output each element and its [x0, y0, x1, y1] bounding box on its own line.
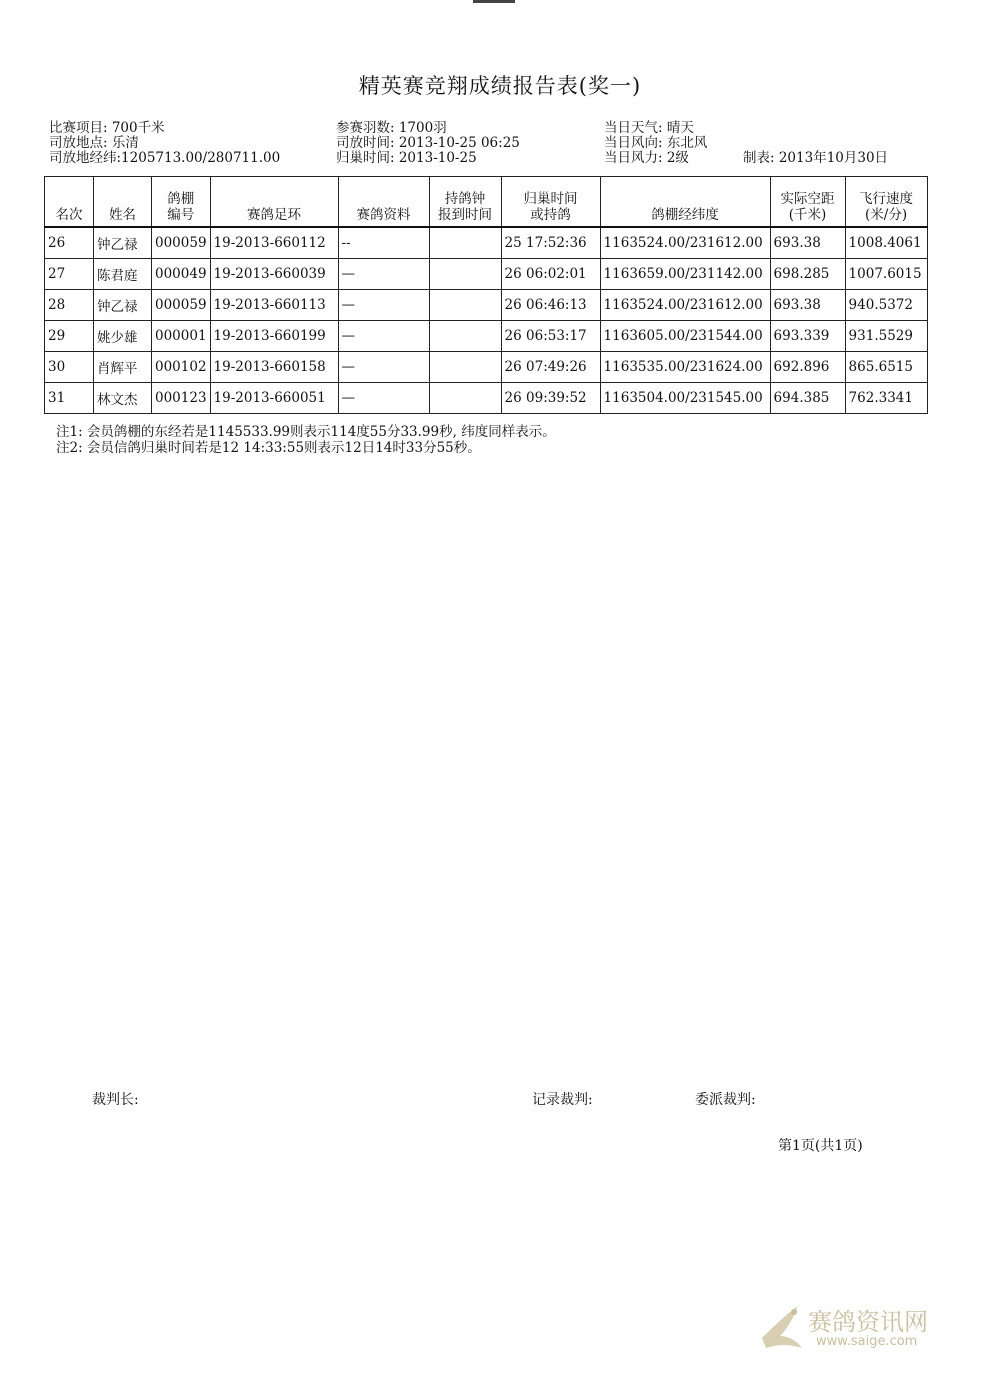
page-number: 第1页(共1页): [778, 1138, 863, 1154]
table-cell: 000102: [152, 352, 211, 383]
watermark-name: 赛鸽资讯网: [808, 1308, 928, 1336]
table-cell: 钟乙禄: [94, 227, 152, 259]
chief-referee-label: 裁判长:: [92, 1092, 139, 1108]
table-cell: 693.38: [770, 227, 845, 259]
table-cell: [429, 383, 501, 414]
table-row: [45, 259, 928, 290]
table-cell: 29: [45, 321, 94, 352]
table-cell: 698.285: [770, 259, 845, 290]
column-header: 飞行速度 (米/分): [845, 177, 927, 228]
table-cell: 1008.4061: [845, 227, 927, 259]
table-cell: 000059: [152, 227, 211, 259]
table-cell: 钟乙禄: [94, 290, 152, 321]
table-header-row: [45, 177, 928, 228]
table-cell: 000001: [152, 321, 211, 352]
table-cell: 26 07:49:26: [501, 352, 600, 383]
note-1: 注1: 会员鸽棚的东经若是1145533.99则表示114度55分33.99秒, 纬度同样表示。: [56, 424, 556, 440]
table-row: [45, 321, 928, 352]
table-cell: [429, 352, 501, 383]
info-return-time: 归巢时间: 2013-10-25: [336, 150, 477, 166]
table-cell: 1163535.00/231624.00: [600, 352, 770, 383]
table-cell: —: [338, 321, 429, 352]
column-header: 鸽棚经纬度: [600, 177, 770, 228]
table-cell: 19-2013-660113: [210, 290, 338, 321]
table-cell: 1163659.00/231142.00: [600, 259, 770, 290]
column-header: 持鸽钟 报到时间: [429, 177, 501, 228]
table-row: [45, 383, 928, 414]
table-cell: 1163524.00/231612.00: [600, 290, 770, 321]
column-header: 名次: [45, 177, 94, 228]
table-cell: 000049: [152, 259, 211, 290]
table-cell: 19-2013-660158: [210, 352, 338, 383]
info-release-site: 司放地点: 乐清: [49, 135, 139, 151]
column-header: 赛鸽足环: [210, 177, 338, 228]
table-cell: 1163504.00/231545.00: [600, 383, 770, 414]
report-title: 精英赛竞翔成绩报告表(奖一): [358, 74, 642, 98]
table-cell: 28: [45, 290, 94, 321]
table-cell: 26: [45, 227, 94, 259]
info-race-item: 比赛项目: 700千米: [49, 120, 165, 136]
table-cell: 26 06:53:17: [501, 321, 600, 352]
table-cell: —: [338, 259, 429, 290]
table-cell: 27: [45, 259, 94, 290]
column-header: 姓名: [94, 177, 152, 228]
table-cell: 931.5529: [845, 321, 927, 352]
table-row: [45, 290, 928, 321]
delegated-referee-label: 委派裁判:: [695, 1092, 756, 1108]
results-table: [44, 176, 928, 414]
table-cell: 陈君庭: [94, 259, 152, 290]
table-cell: 19-2013-660039: [210, 259, 338, 290]
table-cell: 693.38: [770, 290, 845, 321]
info-made-date: 制表: 2013年10月30日: [743, 150, 889, 166]
table-cell: 25 17:52:36: [501, 227, 600, 259]
table-row: [45, 352, 928, 383]
table-cell: —: [338, 290, 429, 321]
info-wind-force: 当日风力: 2级: [604, 150, 689, 166]
table-cell: 姚少雄: [94, 321, 152, 352]
table-cell: 1163524.00/231612.00: [600, 227, 770, 259]
top-scan-mark: [473, 0, 515, 3]
table-row: [45, 227, 928, 259]
table-body: [45, 227, 928, 414]
column-header: 归巢时间 或持鸽: [501, 177, 600, 228]
info-wind-direction: 当日风向: 东北风: [604, 135, 708, 151]
table-cell: 1007.6015: [845, 259, 927, 290]
info-column-1: [49, 121, 280, 166]
table-cell: 762.3341: [845, 383, 927, 414]
table-cell: 940.5372: [845, 290, 927, 321]
table-cell: —: [338, 383, 429, 414]
info-release-coords: 司放地经纬:1205713.00/280711.00: [49, 150, 281, 166]
table-cell: [429, 227, 501, 259]
table-cell: 694.385: [770, 383, 845, 414]
table-cell: [429, 290, 501, 321]
table-cell: [429, 259, 501, 290]
table-cell: 19-2013-660112: [210, 227, 338, 259]
info-release-time: 司放时间: 2013-10-25 06:25: [336, 135, 520, 151]
table-cell: 692.896: [770, 352, 845, 383]
table-cell: [429, 321, 501, 352]
table-cell: 000123: [152, 383, 211, 414]
table-cell: 19-2013-660051: [210, 383, 338, 414]
table-cell: 林文杰: [94, 383, 152, 414]
table-cell: --: [338, 227, 429, 259]
info-weather: 当日天气: 晴天: [604, 120, 694, 136]
table-cell: 693.339: [770, 321, 845, 352]
pigeon-logo-icon: [758, 1298, 806, 1354]
info-column-2: [336, 121, 520, 166]
info-entries: 参赛羽数: 1700羽: [336, 120, 447, 136]
table-cell: 26 06:46:13: [501, 290, 600, 321]
note-2: 注2: 会员信鸽归巢时间若是12 14:33:55则表示12日14时33分55秒。: [56, 440, 481, 456]
table-cell: 31: [45, 383, 94, 414]
watermark-url: www.saige.com: [816, 1334, 918, 1349]
watermark-logo: [758, 1298, 978, 1358]
table-cell: 000059: [152, 290, 211, 321]
recording-referee-label: 记录裁判:: [532, 1092, 593, 1108]
table-cell: 26 09:39:52: [501, 383, 600, 414]
column-header: 鸽棚 编号: [152, 177, 211, 228]
table-cell: 30: [45, 352, 94, 383]
table-cell: 26 06:02:01: [501, 259, 600, 290]
table-cell: 19-2013-660199: [210, 321, 338, 352]
column-header: 赛鸽资料: [338, 177, 429, 228]
column-header: 实际空距 (千米): [770, 177, 845, 228]
table-cell: —: [338, 352, 429, 383]
table-cell: 肖辉平: [94, 352, 152, 383]
info-column-3: [604, 121, 707, 166]
notes: [56, 424, 556, 456]
table-cell: 865.6515: [845, 352, 927, 383]
table-cell: 1163605.00/231544.00: [600, 321, 770, 352]
